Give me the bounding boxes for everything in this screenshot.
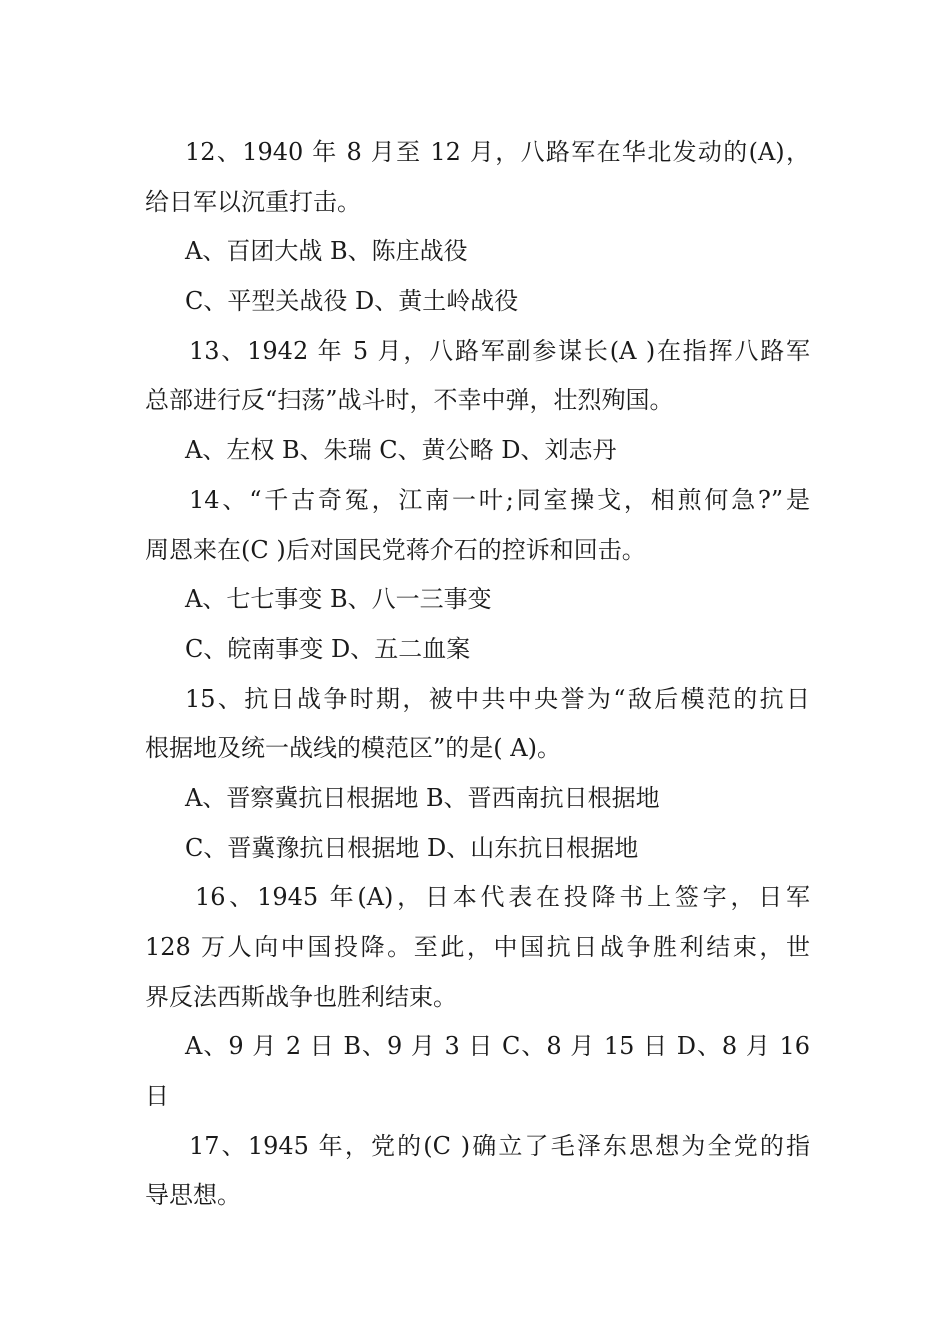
question-17-line-2: 导思想。	[145, 1181, 241, 1210]
question-15-line-1: 15、抗日战争时期，被中共中央誉为“敌后模范的抗日	[185, 684, 810, 713]
question-14-options-ab: A、七七事变 B、八一三事变	[185, 585, 492, 614]
question-15-options-cd: C、晋冀豫抗日根据地 D、山东抗日根据地	[185, 833, 639, 862]
question-12-options-ab: A、百团大战 B、陈庄战役	[185, 237, 468, 266]
question-15-line-2: 根据地及统一战线的模范区”的是( A)。	[145, 734, 561, 763]
question-15-options-ab: A、晋察冀抗日根据地 B、晋西南抗日根据地	[185, 783, 660, 812]
question-16-line-3: 界反法西斯战争也胜利结束。	[145, 982, 457, 1011]
question-13-options: A、左权 B、朱瑞 C、黄公略 D、刘志丹	[185, 436, 617, 465]
question-16-line-1: 16、1945 年(A)，日本代表在投降书上签字，日军	[195, 883, 810, 912]
question-14-options-cd: C、皖南事变 D、五二血案	[185, 634, 471, 663]
question-13-line-1: 13、1942 年 5 月，八路军副参谋长(A )在指挥八路军	[189, 336, 810, 365]
question-13-line-2: 总部进行反“扫荡”战斗时，不幸中弹，壮烈殉国。	[145, 386, 674, 415]
question-16-line-2: 128 万人向中国投降。至此，中国抗日战争胜利结束，世	[145, 933, 810, 961]
question-16-options: A、9 月 2 日 B、9 月 3 日 C、8 月 15 日 D、8 月 16	[185, 1032, 810, 1061]
question-17-line-1: 17、1945 年，党的(C )确立了毛泽东思想为全党的指	[189, 1131, 810, 1160]
question-12-line-1: 12、1940 年 8 月至 12 月，八路军在华北发动的(A)，	[185, 138, 810, 166]
question-12-line-2: 给日军以沉重打击。	[145, 187, 361, 216]
question-12-options-cd: C、平型关战役 D、黄土岭战役	[185, 287, 519, 316]
question-16-options-wrap: 日	[145, 1082, 169, 1111]
question-14-line-1: 14、“千古奇冤，江南一叶;同室操戈，相煎何急?”是	[189, 485, 810, 514]
question-14-line-2: 周恩来在(C )后对国民党蒋介石的控诉和回击。	[145, 535, 646, 564]
document-body	[145, 128, 810, 1221]
